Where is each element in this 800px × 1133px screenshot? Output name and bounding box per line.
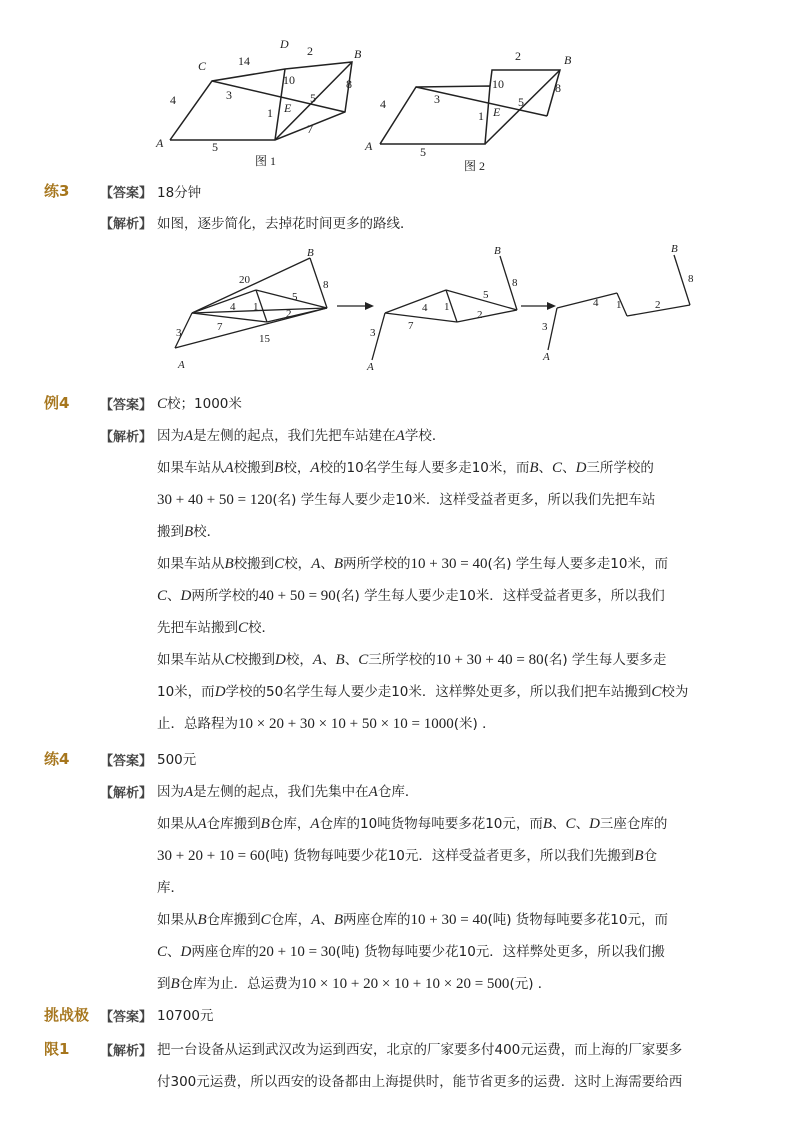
analysis-line-5: 如果从B仓库搬到C仓库，A、B两座仓库的10 + 30 = 40(吨) 货物每吨要多花10元，而 — [157, 912, 668, 928]
analysis-line-1: 因为A是左侧的起点，我们先集中在A仓库． — [157, 784, 419, 800]
edge-label: 5 — [483, 289, 489, 301]
edge-label: 2 — [286, 308, 292, 320]
edge-label: 1 — [253, 301, 259, 313]
edge-label: 1 — [267, 106, 273, 120]
edge-label: 3 — [176, 327, 182, 339]
edge-label: 10 — [283, 73, 295, 87]
section-tag: 例4 — [44, 394, 70, 412]
point-A: A — [365, 139, 373, 153]
edge-label: 1 — [478, 109, 484, 123]
point-E: E — [493, 105, 501, 119]
edge-label: 4 — [170, 93, 176, 107]
edge-label: 7 — [217, 321, 223, 333]
analysis-line-7: 先把车站搬到C校． — [157, 620, 276, 636]
edge-label: 5 — [518, 95, 524, 109]
figure-1 — [150, 32, 365, 172]
answer-label: 【答案】 — [100, 398, 153, 413]
analysis-line-9: 10米，而D学校的50名学生每人要少走10米．这样弊处更多，所以我们把车站搬到C校为 — [157, 684, 689, 700]
answer-label: 【答案】 — [100, 186, 153, 201]
analysis-line-4: 库． — [157, 880, 184, 896]
point-B: B — [671, 243, 678, 255]
edge-label: 7 — [307, 122, 313, 136]
point-A: A — [156, 136, 164, 150]
point-A: A — [178, 359, 185, 371]
figure-3 — [165, 238, 710, 373]
edge-label: 14 — [238, 54, 250, 68]
answer-text: C校；1000米 — [157, 396, 242, 412]
point-A: A — [543, 351, 550, 363]
edge-label: 3 — [542, 321, 548, 333]
point-B: B — [494, 245, 501, 257]
analysis-line-10: 止．总路程为10 × 20 + 30 × 10 + 50 × 10 = 1000(米) ． — [157, 716, 496, 732]
analysis-line-6: C、D两所学校的40 + 50 = 90(名) 学生每人要少走10米．这样受益者更多，所以我们 — [157, 588, 665, 604]
figure-2 — [360, 46, 585, 176]
answer-text: 10700元 — [157, 1008, 214, 1024]
edge-label: 8 — [688, 273, 694, 285]
point-B: B — [354, 47, 362, 61]
analysis-line-8: 如果车站从C校搬到D校，A、B、C三所学校的10 + 30 + 40 = 80(名) 学生每人要多走 — [157, 652, 667, 668]
edge-label: 3 — [434, 92, 440, 106]
point-D: D — [280, 37, 289, 51]
edge-label: 3 — [370, 327, 376, 339]
analysis-line-4: 搬到B校． — [157, 524, 221, 540]
edge-label: 2 — [655, 299, 661, 311]
section-tag: 练4 — [44, 750, 70, 768]
point-B: B — [307, 247, 314, 259]
answer-text: 500元 — [157, 752, 197, 768]
analysis-line-2: 如果从A仓库搬到B仓库，A仓库的10吨货物每吨要多花10元，而B、C、D三座仓库的 — [157, 816, 668, 832]
edge-label: 1 — [616, 299, 622, 311]
point-A: A — [367, 361, 374, 373]
edge-label: 2 — [477, 309, 483, 321]
analysis-label: 【解析】 — [100, 1044, 153, 1059]
analysis-text: 如图，逐步简化，去掉花时间更多的路线． — [157, 216, 414, 232]
figure-caption: 图 2 — [464, 159, 486, 173]
answer-text: 18分钟 — [157, 185, 202, 201]
edge-label: 8 — [346, 77, 352, 91]
edge-label: 2 — [307, 44, 313, 58]
edge-label: 4 — [422, 302, 428, 314]
edge-label: 5 — [212, 140, 218, 154]
edge-label: 1 — [444, 301, 450, 313]
analysis-label: 【解析】 — [100, 430, 153, 445]
point-E: E — [284, 101, 292, 115]
answer-label: 【答案】 — [100, 754, 153, 769]
analysis-line-1: 因为A是左侧的起点，我们先把车站建在A学校． — [157, 428, 446, 444]
edge-label: 8 — [323, 279, 329, 291]
analysis-line-2: 如果车站从A校搬到B校，A校的10名学生每人要多走10米，而B、C、D三所学校的 — [157, 460, 654, 476]
edge-label: 20 — [239, 274, 250, 286]
section-tag: 限1 — [44, 1040, 70, 1058]
edge-label: 5 — [310, 91, 316, 105]
analysis-line-3: 30 + 40 + 50 = 120(名) 学生每人要少走10米．这样受益者更多，所以我们先把车站 — [157, 492, 656, 508]
figure-caption: 图 1 — [255, 154, 277, 168]
edge-label: 8 — [555, 81, 561, 95]
analysis-line-7: 到B仓库为止．总运费为10 × 10 + 20 × 10 + 10 × 20 = 500(元) ． — [157, 976, 552, 992]
section-tag: 练3 — [44, 182, 70, 200]
analysis-label: 【解析】 — [100, 217, 153, 232]
edge-label: 5 — [420, 145, 426, 159]
edge-label: 10 — [492, 77, 504, 91]
edge-label: 7 — [408, 320, 414, 332]
edge-label: 4 — [380, 97, 386, 111]
point-B: B — [564, 53, 572, 67]
analysis-line-3: 30 + 20 + 10 = 60(吨) 货物每吨要少花10元．这样受益者更多，所以我们先搬到B仓 — [157, 848, 658, 864]
edge-label: 2 — [515, 49, 521, 63]
edge-label: 8 — [512, 277, 518, 289]
analysis-line-2: 付300元运费，所以西安的设备都由上海提供时，能节省更多的运费．这时上海需要给西 — [157, 1074, 683, 1090]
analysis-line-5: 如果车站从B校搬到C校，A、B两所学校的10 + 30 = 40(名) 学生每人要多走10米，而 — [157, 556, 668, 572]
answer-label: 【答案】 — [100, 1010, 153, 1025]
point-C: C — [198, 59, 207, 73]
edge-label: 4 — [230, 301, 236, 313]
edge-label: 4 — [593, 297, 599, 309]
edge-label: 15 — [259, 333, 270, 345]
analysis-line-6: C、D两座仓库的20 + 10 = 30(吨) 货物每吨要少花10元．这样弊处更多，所以我们搬 — [157, 944, 665, 960]
edge-label: 5 — [292, 291, 298, 303]
edge-label: 3 — [226, 88, 232, 102]
analysis-label: 【解析】 — [100, 786, 153, 801]
analysis-line-1: 把一台设备从运到武汉改为运到西安，北京的厂家要多付400元运费，而上海的厂家要多 — [157, 1042, 683, 1058]
section-tag: 挑战极 — [44, 1006, 90, 1024]
